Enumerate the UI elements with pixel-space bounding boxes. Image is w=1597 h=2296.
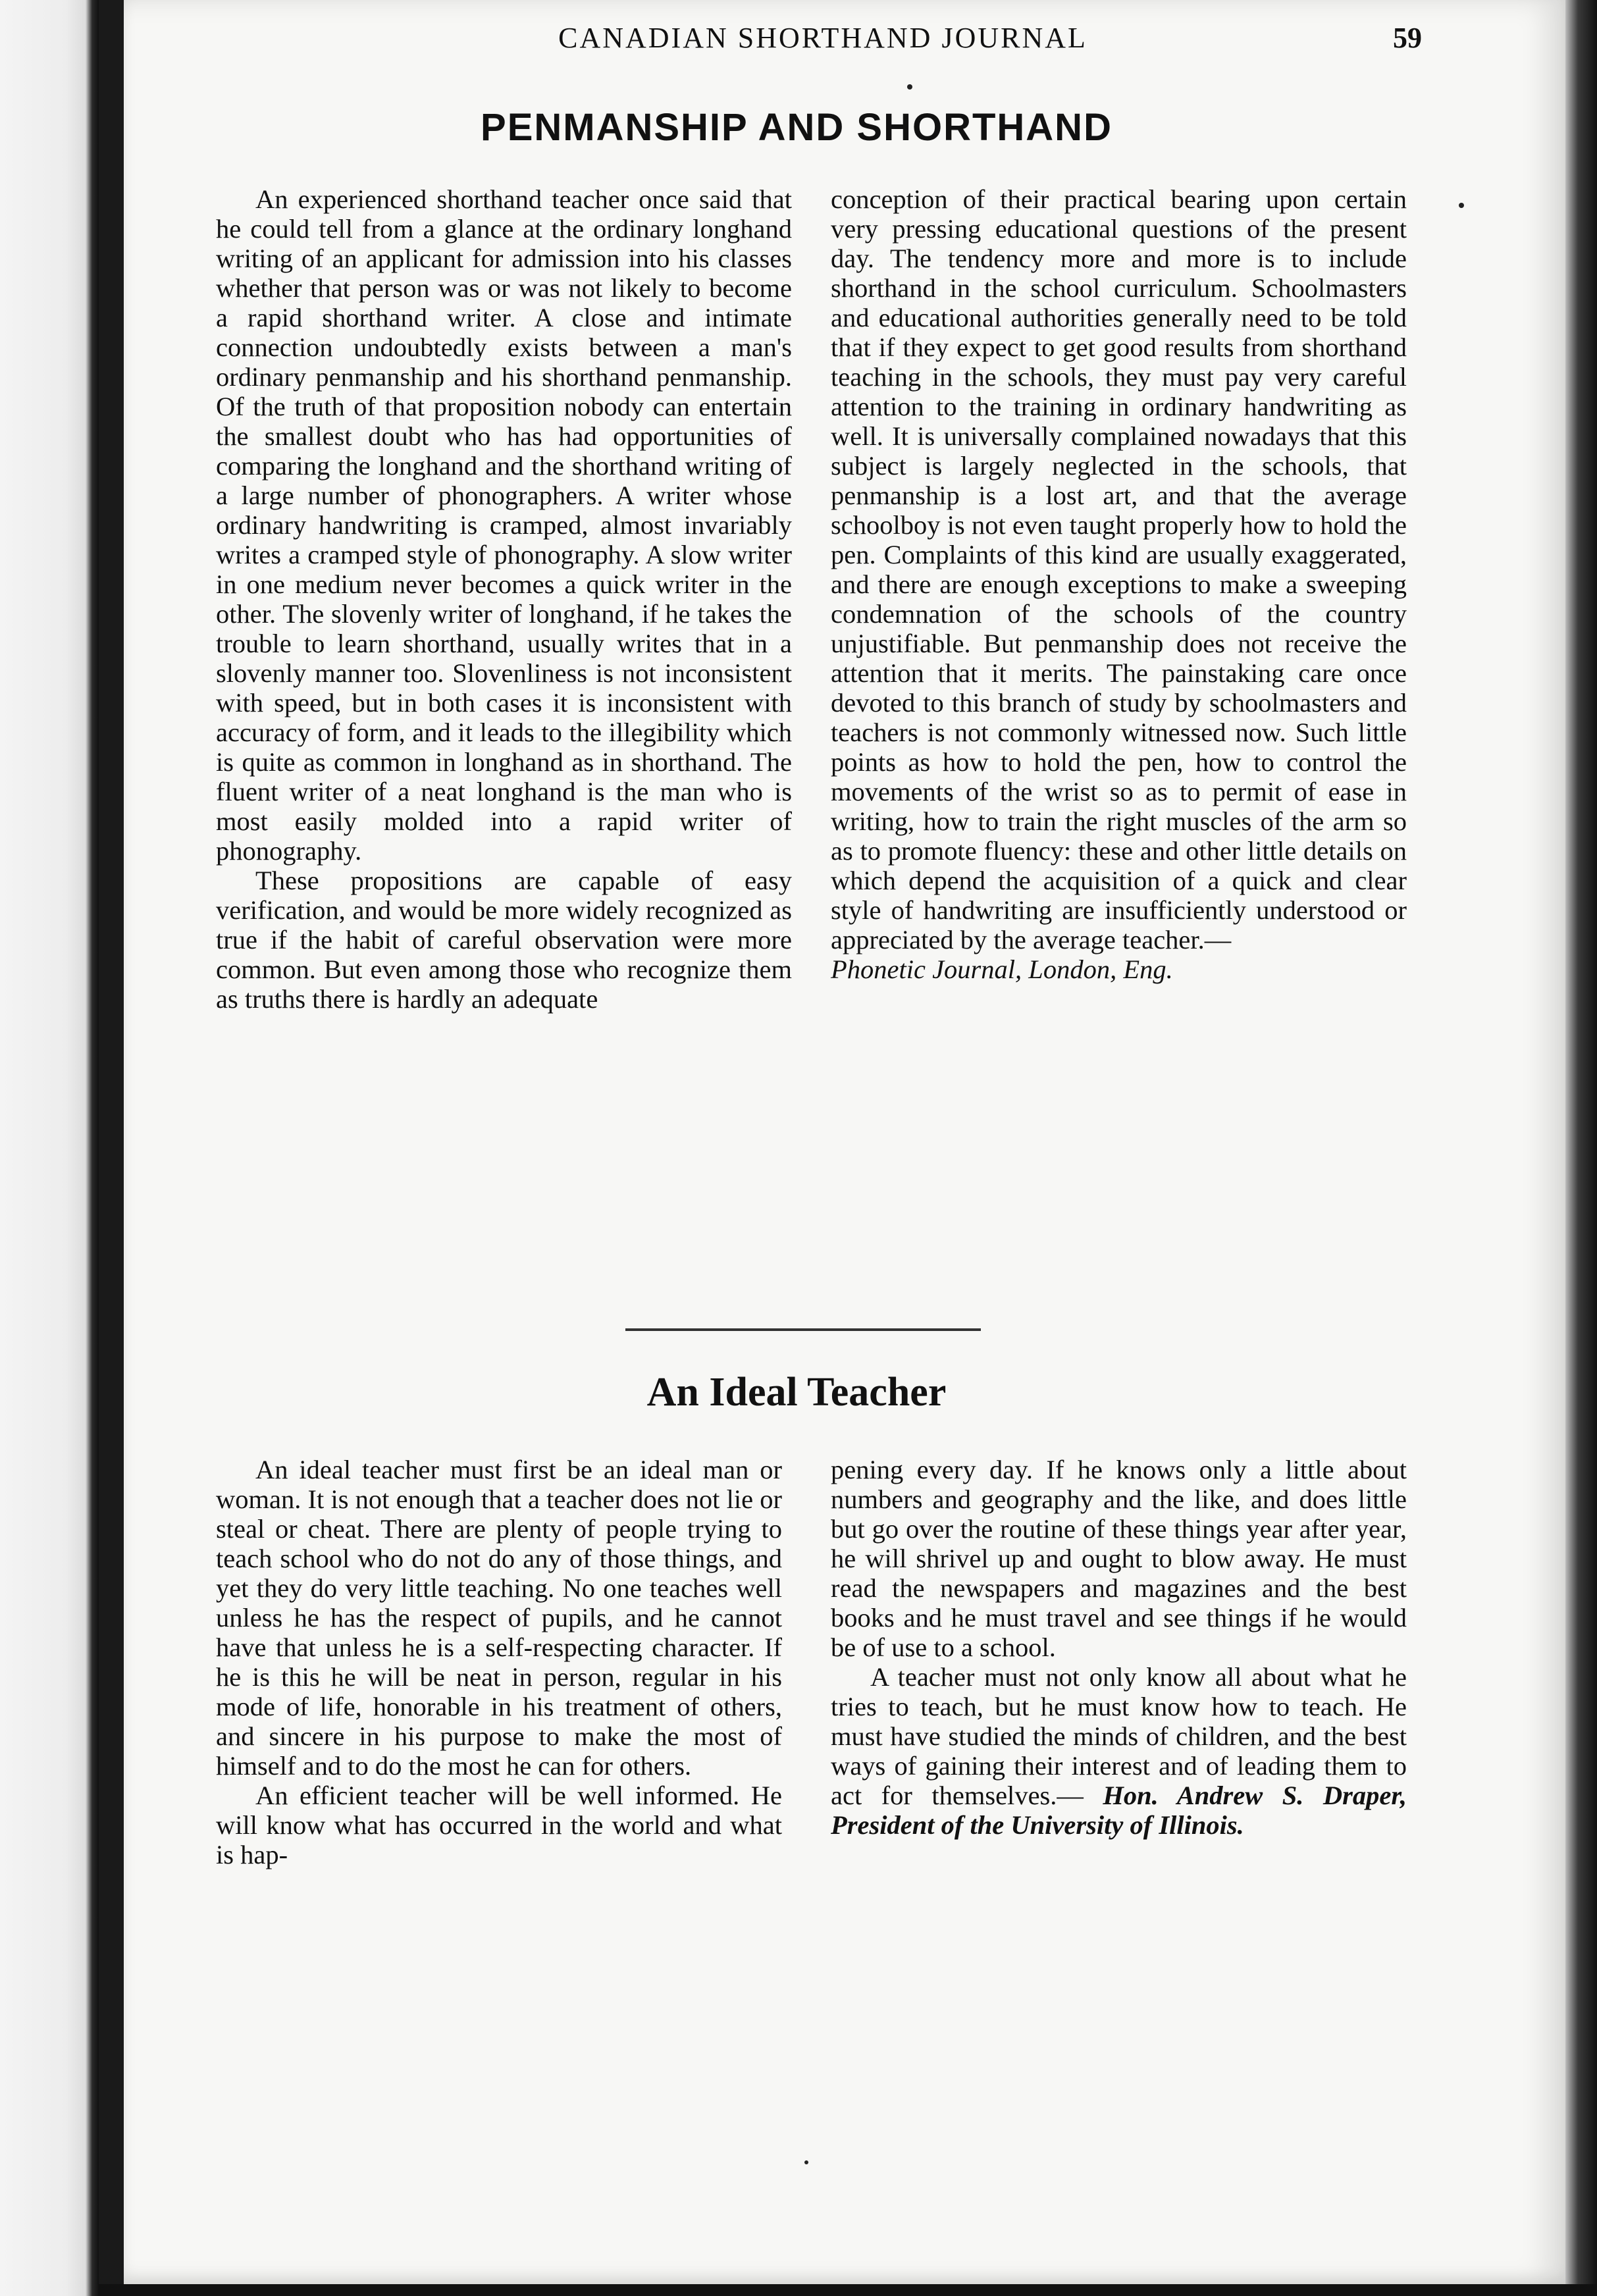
article2-column-left xyxy=(216,1455,782,1869)
paragraph: An experienced shorthand teacher once said that he could tell from a glance at the ordinary longhand writing of an applicant for admission into his classes whether that person was or was not likely to become a rapid shorthand writer. A close and intimate connection undoubtedly exists between a man's ordinary penmanship and his shorthand penmanship. Of the truth of that proposition nobody can entertain the smallest doubt who has had opportunities of comparing the longhand and the shorthand writing of a large number of phonographers. A writer whose ordinary handwriting is cramped, almost invariably writes a cramped style of phonography. A slow writer in one medium never becomes a quick writer in the other. The slovenly writer of longhand, if he takes the trouble to learn shorthand, usually writes that in a slovenly manner too. Slovenliness is not inconsistent with speed, but in both cases it is inconsistent with accuracy of form, and it leads to the illegibility which is quite as common in longhand as in shorthand. The fluent writer of a neat longhand is the man who is most easily molded into a rapid writer of phonography. xyxy=(216,184,792,866)
speck xyxy=(804,2160,808,2164)
article-title-penmanship: PENMANSHIP AND SHORTHAND xyxy=(481,106,1113,149)
scan-right-edge xyxy=(1565,0,1597,2296)
paragraph: An efficient teacher will be well informed. He will know what has occurred in the world and what is hap- xyxy=(216,1781,782,1869)
paragraph xyxy=(831,184,1407,984)
paragraph: pening every day. If he knows only a little about numbers and geography and the like, and does little but go over the routine of these things year after year, he will shrivel up and ought to blow away. He must read the newspapers and magazines and the best books and he must travel and see things if he would be of use to a school. xyxy=(831,1455,1407,1662)
article1-column-left xyxy=(216,184,792,1014)
paragraph-text: conception of their practical bearing upon certain very pressing educational questions of the present day. The tendency more and more is to include shorthand in the school curriculum. Schoolmasters and educational authorities generally need to be told that if they expect to get good results from shorthand teaching in the schools, they must pay very careful attention to the training in ordinary handwriting as well. It is universally complained nowadays that this subject is largely neglected in the schools, that penmanship is a lost art, and that the average schoolboy is not even taught properly how to hold the pen. Complaints of this kind are usually exaggerated, and there are enough exceptions to make a sweeping condemnation of the schools of the country unjustifiable. But penmanship does not receive the attention that it merits. The painstaking care once devoted to this branch of study by schoolmasters and teachers is not commonly witnessed now. Such little points as how to hold the pen, how to control the movements of the wrist so as to permit of ease in writing, how to train the right muscles of the arm so as to promote fluency: these and other little details on which depend the acquisition of a quick and clear style of handwriting are insufficiently understood or appreciated by the average teacher.— xyxy=(831,184,1407,954)
paragraph: An ideal teacher must first be an ideal man or woman. It is not enough that a teacher does not lie or steal or cheat. There are plenty of people trying to teach school who do not do any of those things, and yet they do very little teaching. No one teaches well unless he has the respect of pupils, and he cannot have that unless he is a self-respecting character. If he is this he will be neat in person, regular in his mode of life, honorable in his treatment of others, and sincere in his purpose to make the most of himself and to do the most he can for others. xyxy=(216,1455,782,1781)
speck xyxy=(907,84,912,90)
article-title-ideal-teacher: An Ideal Teacher xyxy=(646,1370,947,1415)
paragraph xyxy=(831,1662,1407,1840)
scan-left-margin xyxy=(0,0,99,2296)
speck xyxy=(1459,203,1464,208)
paragraph: These propositions are capable of easy verification, and would be more widely recognized as true if the habit of careful observation were more common. But even among those who recognize them as truths there is hardly an adequate xyxy=(216,866,792,1014)
page-number: 59 xyxy=(1393,22,1422,54)
running-title: CANADIAN SHORTHAND JOURNAL xyxy=(558,22,1087,54)
article-source: Phonetic Journal, London, Eng. xyxy=(831,954,1173,984)
article2-column-right xyxy=(831,1455,1407,1840)
scan-bottom-edge xyxy=(99,2284,1597,2296)
article1-column-right xyxy=(831,184,1407,984)
paragraph-text: A teacher must not only know all about what he tries to teach, but he must know how to teach. He must have studied the minds of children, and the best ways of gaining their interest and of leading them to act for themselves.— xyxy=(831,1662,1407,1810)
article-source: Hon. Andrew S. Draper, President of the University of Illinois. xyxy=(831,1781,1407,1840)
section-divider xyxy=(625,1328,981,1331)
